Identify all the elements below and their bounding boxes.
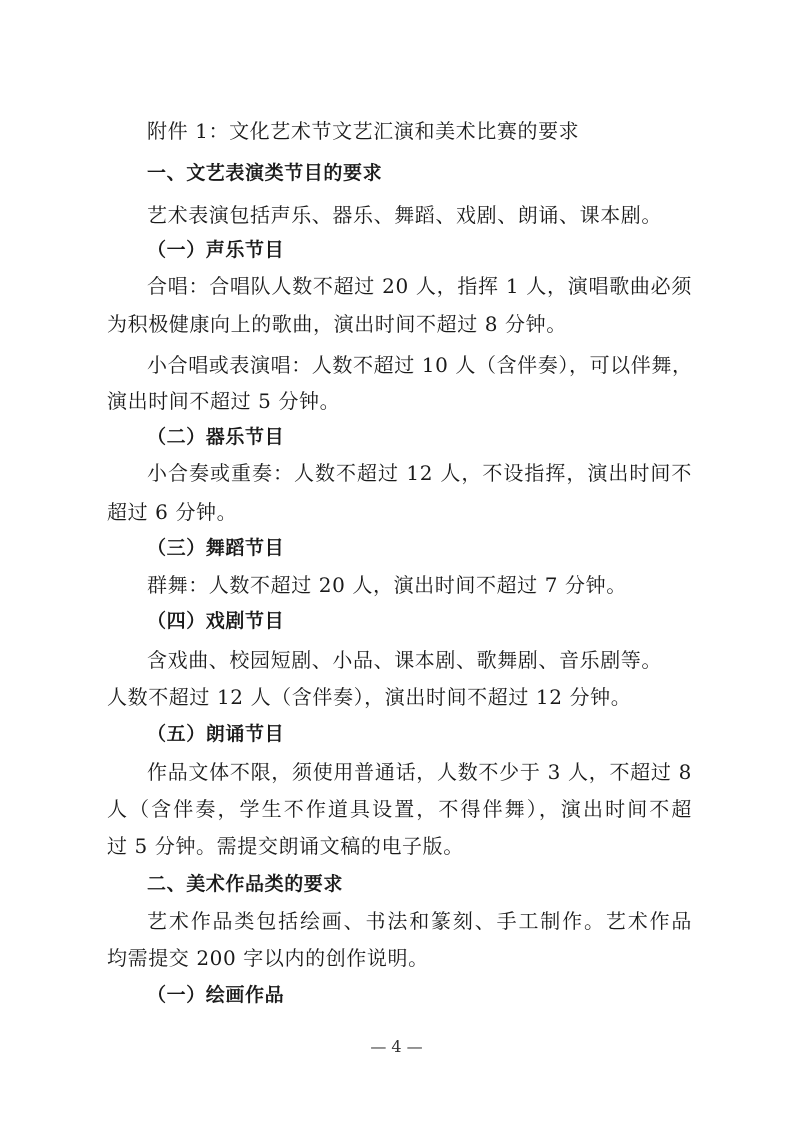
- section-1-intro: 艺术表演包括声乐、器乐、舞蹈、戏剧、朗诵、课本剧。: [147, 203, 662, 227]
- page-number: — 4 —: [370, 1037, 423, 1056]
- dance-heading: （三）舞蹈节目: [147, 537, 285, 559]
- instrumental-paragraph-line-2: 超过 6 分钟。: [107, 500, 238, 524]
- recitation-paragraph-line-3: 过 5 分钟。需提交朗诵文稿的电子版。: [107, 834, 464, 858]
- small-choir-paragraph-line-1: 小合唱或表演唱：人数不超过 10 人（含伴奏），可以伴舞，: [147, 353, 693, 377]
- recitation-paragraph-line-2: 人（含伴奏，学生不作道具设置，不得伴舞），演出时间不超: [107, 797, 692, 821]
- section-1-heading: 一、文艺表演类节目的要求: [147, 162, 383, 184]
- choir-paragraph-line-1: 合唱：合唱队人数不超过 20 人，指挥 1 人，演唱歌曲必须: [147, 274, 692, 298]
- drama-paragraph-line-1: 含戏曲、校园短剧、小品、课本剧、歌舞剧、音乐剧等。: [147, 648, 662, 672]
- recitation-heading: （五）朗诵节目: [147, 723, 285, 745]
- attachment-title: 附件 1：文化艺术节文艺汇演和美术比赛的要求: [147, 119, 580, 143]
- drama-paragraph-line-2: 人数不超过 12 人（含伴奏），演出时间不超过 12 分钟。: [107, 685, 632, 709]
- dance-paragraph: 群舞：人数不超过 20 人，演出时间不超过 7 分钟。: [147, 573, 627, 597]
- vocal-heading: （一）声乐节目: [147, 239, 285, 261]
- choir-paragraph-line-2: 为积极健康向上的歌曲，演出时间不超过 8 分钟。: [107, 312, 567, 336]
- section-2-intro-line-1: 艺术作品类包括绘画、书法和篆刻、手工制作。艺术作品: [147, 909, 692, 933]
- drama-heading: （四）戏剧节目: [147, 610, 285, 632]
- painting-heading: （一）绘画作品: [147, 984, 285, 1006]
- instrumental-heading: （二）器乐节目: [147, 426, 285, 448]
- section-2-heading: 二、美术作品类的要求: [147, 873, 344, 895]
- instrumental-paragraph-line-1: 小合奏或重奏：人数不超过 12 人，不设指挥，演出时间不: [147, 461, 692, 485]
- section-2-intro-line-2: 均需提交 200 字以内的创作说明。: [107, 946, 429, 970]
- small-choir-paragraph-line-2: 演出时间不超过 5 分钟。: [107, 389, 341, 413]
- recitation-paragraph-line-1: 作品文体不限，须使用普通话，人数不少于 3 人，不超过 8: [147, 760, 692, 784]
